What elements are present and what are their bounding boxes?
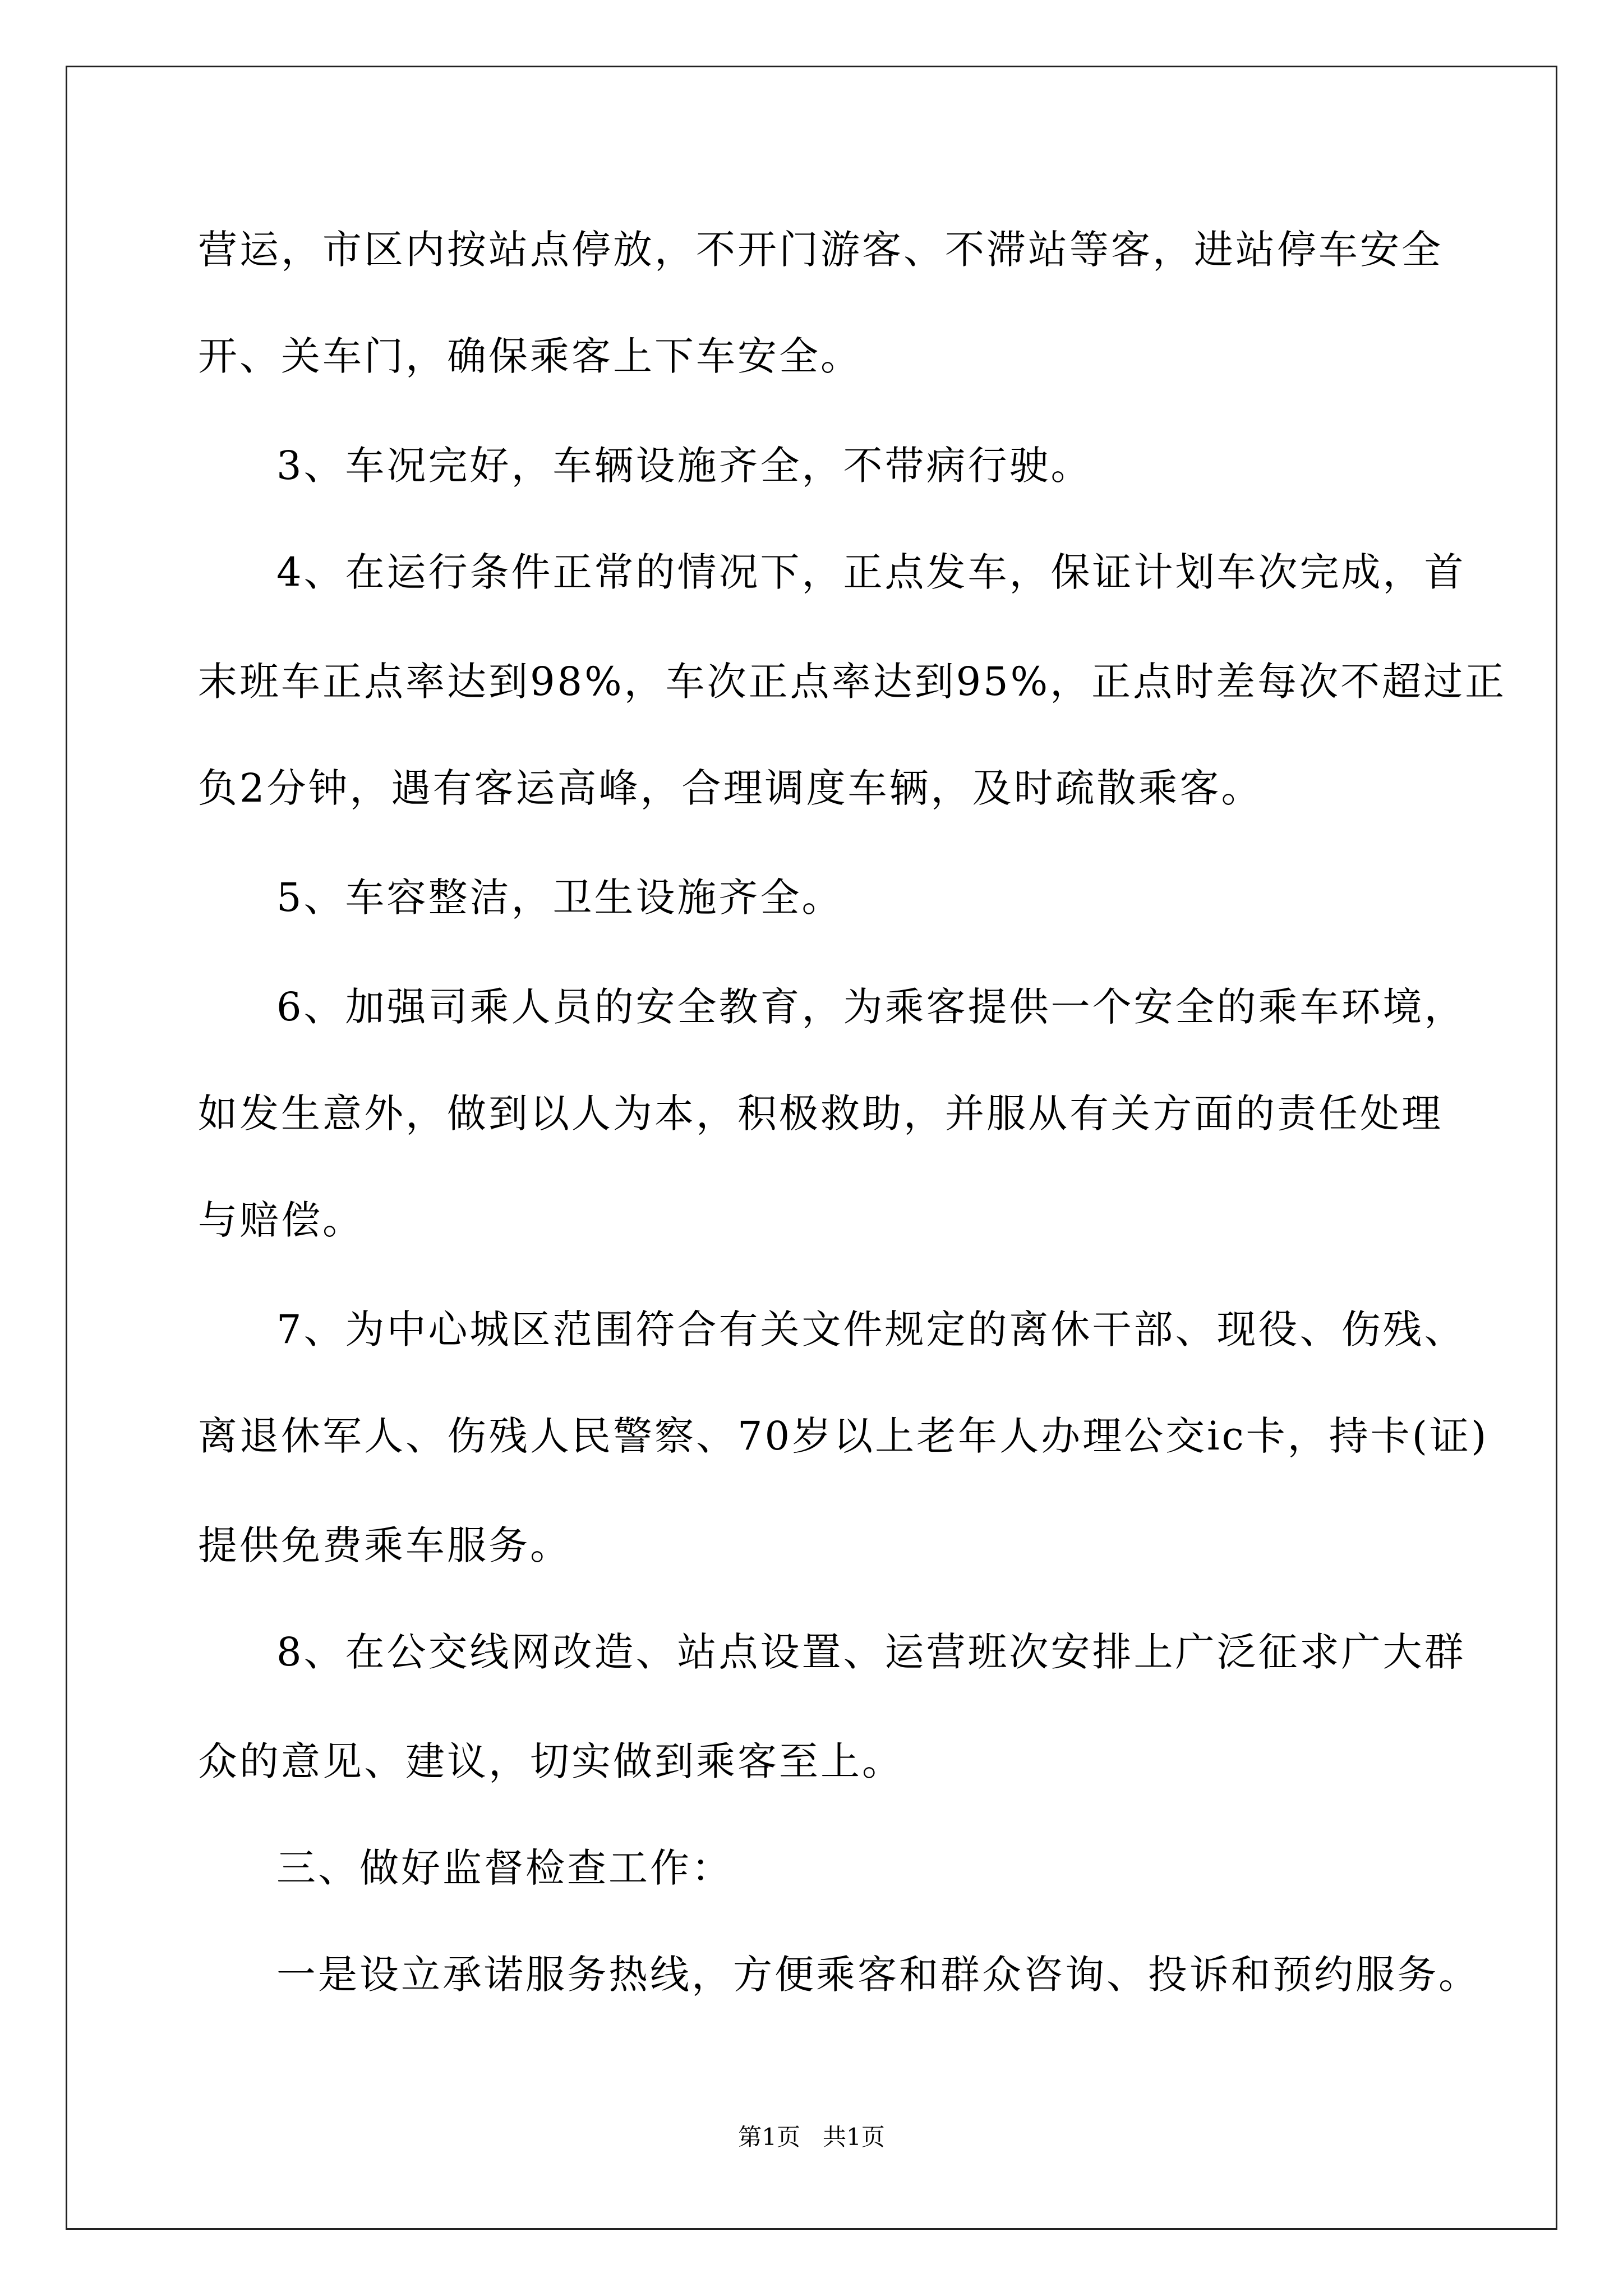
page-border <box>66 66 1557 2230</box>
text-line: 负2分钟，遇有客运高峰，合理调度车辆，及时疏散乘客。 <box>198 765 1263 811</box>
text-line: 营运，市区内按站点停放，不开门游客、不滞站等客，进站停车安全 <box>198 227 1443 273</box>
text-line: 7、为中心城区范围符合有关文件规定的离休干部、现役、伤残、 <box>276 1306 1466 1352</box>
text-line: 提供免费乘车服务。 <box>198 1522 571 1568</box>
page-footer <box>0 2123 1623 2151</box>
page-total: 共1页 <box>823 2123 885 2151</box>
text-line: 6、加强司乘人员的安全教育，为乘客提供一个安全的乘车环境， <box>276 984 1466 1030</box>
text-line: 5、车容整洁，卫生设施齐全。 <box>276 875 843 921</box>
text-line: 4、在运行条件正常的情况下，正点发车，保证计划车次完成，首 <box>276 549 1466 595</box>
text-line: 如发生意外，做到以人为本，积极救助，并服从有关方面的责任处理 <box>198 1091 1443 1137</box>
text-line: 一是设立承诺服务热线，方便乘客和群众咨询、投诉和预约服务。 <box>276 1952 1480 1998</box>
text-line: 末班车正点率达到98%，车次正点率达到95%，正点时差每次不超过正 <box>198 659 1507 705</box>
section-heading: 三、做好监督检查工作： <box>276 1845 733 1891</box>
text-line: 众的意见、建议，切实做到乘客至上。 <box>198 1738 903 1784</box>
text-line: 与赔偿。 <box>198 1197 364 1243</box>
page-number: 第1页 <box>738 2123 800 2151</box>
text-line: 开、关车门，确保乘客上下车安全。 <box>198 333 862 379</box>
text-line: 3、车况完好，车辆设施齐全，不带病行驶。 <box>276 443 1092 489</box>
text-line: 离退休军人、伤残人民警察、70岁以上老年人办理公交ic卡，持卡(证) <box>198 1413 1489 1459</box>
text-line: 8、在公交线网改造、站点设置、运营班次安排上广泛征求广大群 <box>276 1629 1466 1675</box>
